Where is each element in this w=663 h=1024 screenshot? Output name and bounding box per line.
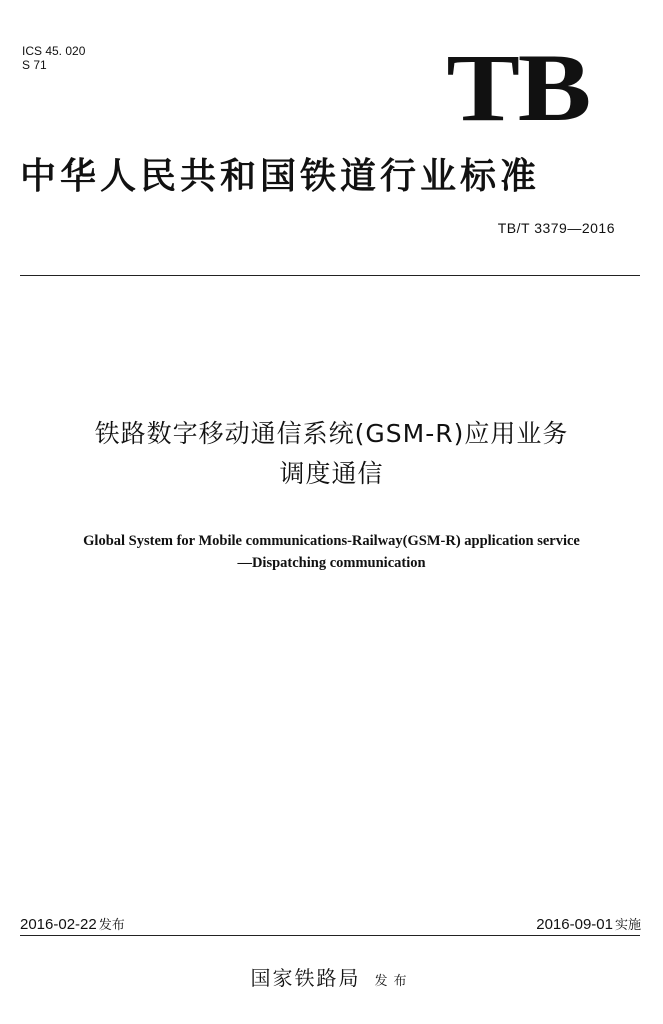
implementation-date: 2016-09-01: [536, 916, 613, 933]
tb-logo: TB: [446, 34, 589, 141]
bottom-divider: [20, 935, 640, 936]
implementation-label: 实施: [614, 918, 641, 933]
chinese-title-line2: 调度通信: [279, 459, 384, 488]
issue-date-block: [20, 914, 125, 933]
implementation-date-block: [536, 914, 641, 933]
english-title-line1: Global System for Mobile communications-Railway(GSM-R) application service: [83, 533, 580, 549]
english-title-line2: —Dispatching communication: [237, 555, 426, 571]
english-title: [0, 530, 663, 574]
classification-block: [22, 44, 85, 72]
standard-title: 中华人民共和国铁道行业标准: [20, 155, 541, 197]
issue-label: 发布: [98, 918, 125, 933]
top-divider: [20, 275, 640, 276]
chinese-title: [0, 414, 663, 494]
category-code: S 71: [22, 58, 47, 72]
chinese-title-line1: 铁路数字移动通信系统(GSM-R)应用业务: [94, 419, 569, 448]
publisher: [0, 962, 663, 991]
publisher-action: 发布: [374, 974, 413, 989]
issue-date: 2016-02-22: [20, 916, 97, 933]
ics-code: ICS 45. 020: [22, 44, 86, 58]
publisher-name: 国家铁路局: [250, 966, 361, 990]
standard-number: TB/T 3379—2016: [497, 220, 615, 236]
